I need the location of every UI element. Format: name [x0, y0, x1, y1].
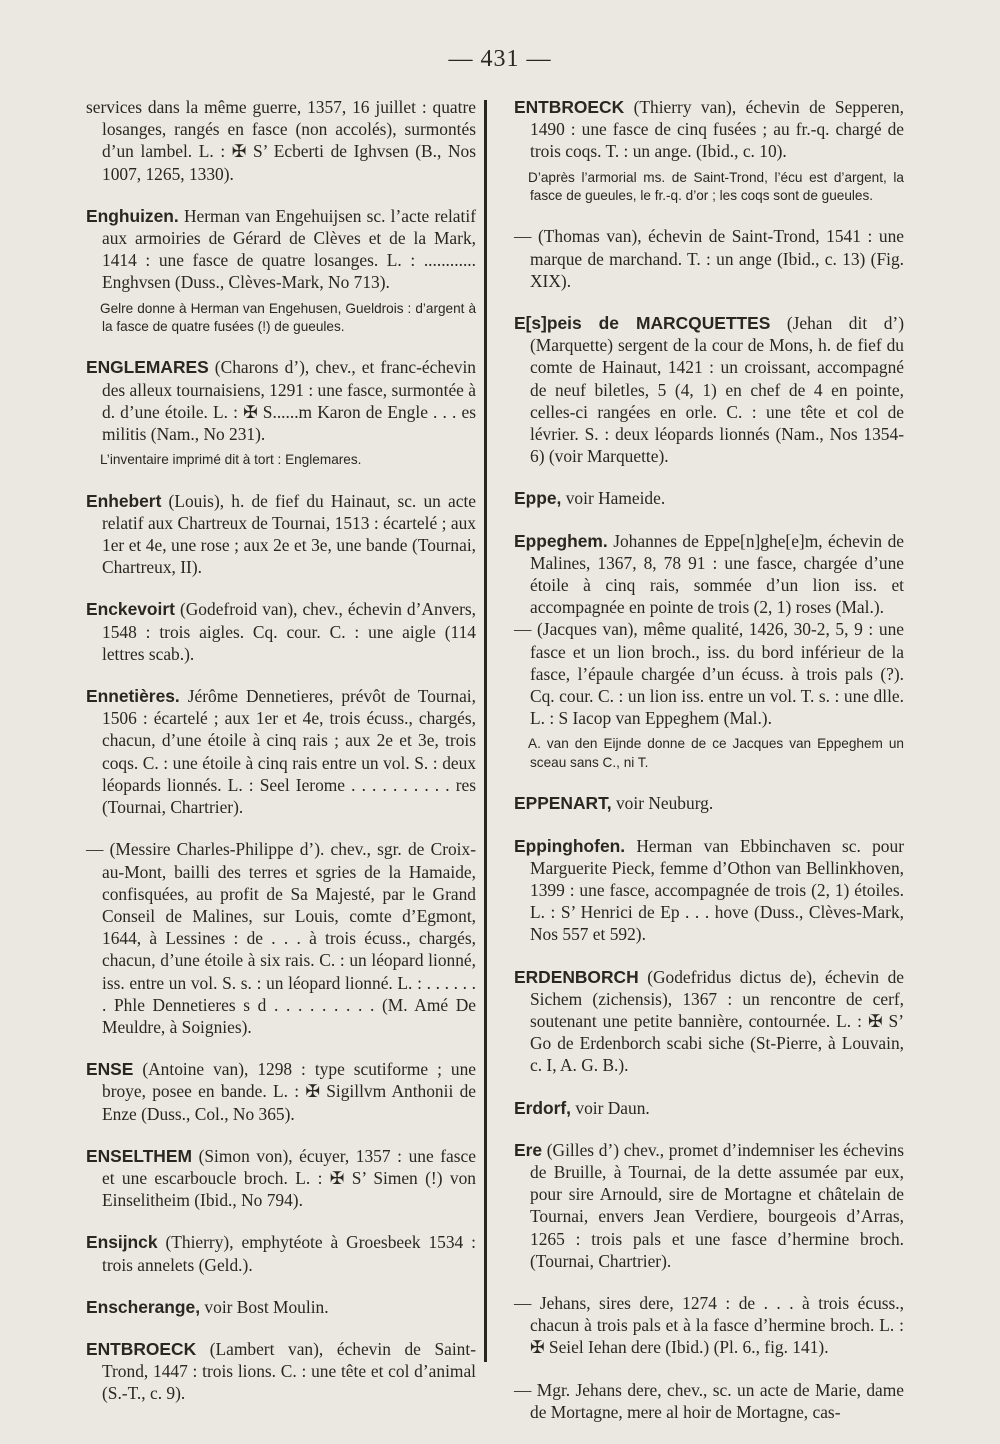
note-eppeghem: A. van den Eijnde donne de ce Jacques van Eppeghem un sceau sans C., ni T.: [528, 736, 904, 770]
entry-erdorf: Erdorf, voir Daun.: [514, 1097, 650, 1118]
entry-enselthem: ENSELTHEM (Simon von), écuyer, 1357 : une fasce et une escarboucle broch. L. : ✠ S’ Simen (!) von Einselitheim (Ibid., No 794).: [86, 1145, 476, 1211]
entry-eppe: Eppe, voir Hameide.: [514, 488, 666, 509]
note-englemares: L’inventaire imprimé dit à tort : Englemares.: [100, 452, 362, 468]
entry-eppenart: EPPENART, voir Neuburg.: [514, 793, 714, 814]
note-entbroeck: D’après l’armorial ms. de Saint-Trond, l’écu est d’argent, la fasce de gueules, le fr.-q. d’or ; les coqs sont de gueules.: [528, 169, 904, 204]
entry-ere-jehans: — Jehans, sires dere, 1274 : de . . . à trois écuss., chacun à trois pals et à la fasce d’hermine broch. L. : ✠ Seiel Iehan dere (Ibid.) (Pl. 6., fig. 141).: [514, 1292, 904, 1358]
column-divider: [484, 100, 487, 1362]
entry-ense: ENSE (Antoine van), 1298 : type scutiforme ; une broye, posee en bande. L. : ✠ Sigillvm Anthonii de Enze (Duss., Col., No 365).: [86, 1059, 476, 1124]
entry-eppeghem-jacques: — (Jacques van), même qualité, 1426, 30-2, 5, 9 : une fasce et un lion broch., iss. du bord inférieur de la fasce, l’épaule chargée d’un écuss. à trois pals (?). Cq. cour. C. : un lion iss. entre un vol. T. s. : une dlle. L. : S Iacop van Eppeghem (Mal.).: [514, 619, 904, 729]
entry-enscherange: Enscherange, voir Bost Moulin.: [86, 1296, 329, 1317]
entry-ensijnck: Ensijnck (Thierry), emphytéote à Groesbeek 1534 : trois annelets (Geld.).: [86, 1232, 476, 1275]
entry-continued: services dans la même guerre, 1357, 16 juillet : quatre losanges, rangés en fasce (non accolés), surmontés d’un lambel. L. : ✠ S’ Ecberti de Ighvsen (B., Nos 1007, 1265, 1330).: [86, 97, 476, 184]
entry-ennetieres-charles: — (Messire Charles-Philippe d’). chev., sgr. de Croix-au-Mont, bailli des terres et sgries de la Hamaide, confisquées, au profit de Sa Majesté, par le Grand Conseil de Malines, sur Louis, comte d’Egmont, 1644, à Lessines : de . . . à trois écuss., chargés, chacun, d’une étoile à six rais. C. : un léopard lionné, iss. entre un vol. S. s. : un léopard lionné. L. : . . . . . . . Phle Dennetieres s d . . . . . . . . . (M. Amé De Meuldre, à Soignies).: [86, 839, 476, 1037]
entry-ennetieres: Ennetières. Jérôme Dennetieres, prévôt de Tournai, 1506 : écartelé ; aux 1er et 4e, trois écuss., chargés, chacun, d’une étoile à cinq rais ; aux 2e et 3e, trois coqs. C. : une étoile à cinq rais entre un vol. S. : deux léopards lionnés. L. : Seel Ierome . . . . . . . . . . res (Tournai, Chartrier).: [86, 686, 476, 818]
entry-englemares: ENGLEMARES (Charons d’), chev., et franc-échevin des alleux tournaisiens, 1291 : une fasce, surmontée à d. d’une étoile. L. : ✠ S......m Karon de Engle . . . es militis (Nam., No 231).: [86, 357, 476, 445]
entry-entbroeck-lambert: ENTBROECK (Lambert van), échevin de Saint-Trond, 1447 : trois lions. C. : une tête et col d’animal (S.-T., c. 9).: [86, 1338, 476, 1404]
entry-erdenborch: ERDENBORCH (Godefridus dictus de), échevin de Sichem (zichensis), 1367 : un rencontre de cerf, soutenant une petite bannière, contournée. L. : ✠ S’ Go de Erdenborch scabi siche (St-Pierre, à Louvain, c. I, A. G. B.).: [514, 966, 904, 1076]
right-column: [502, 96, 904, 1423]
entry-ere-mgr: — Mgr. Jehans dere, chev., sc. un acte de Marie, dame de Mortagne, mere al hoir de Mortagne, cas-: [514, 1379, 904, 1422]
note-enghuizen: Gelre donne à Herman van Engehusen, Gueldrois : d’argent à la fasce de quatre fusées (!) de gueules.: [100, 300, 476, 335]
entry-eppeghem: Eppeghem. Johannes de Eppe[n]ghe[e]m, échevin de Malines, 1367, 8, 78 91 : une fasce, chargée d’une étoile à cinq rais, sommée d’un lion iss. et accompagnée en pointe de trois (2, 1) roses (Mal.).: [514, 530, 904, 618]
entry-marcquettes: E[s]peis de MARCQUETTES (Jehan dit d’) (Marquette) sergent de la cour de Mons, h. de fief du comte de Hainaut, 1421 : un croissant, accompagné de neuf biletles, 5 (4, 1) en chef de 4 en pointe, celles-ci rangées en orle. C. : une tête et col de lévrier. S. : deux léopards lionnés (Nam., Nos 1354-6) (voir Marquette).: [514, 313, 904, 467]
entry-enghuizen: Enghuizen. Herman van Engehuijsen sc. l’acte relatif aux armoiries de Gérard de Clèves et de la Mark, 1414 : une fasce de quatre losanges. L. : ............ Enghvsen (Duss., Clèves-Mark, No 713).: [86, 205, 476, 293]
entry-eppinghofen: Eppinghofen. Herman van Ebbinchaven sc. pour Marguerite Pieck, femme d’Othon van Bellinkhoven, 1399 : une fasce, accompagnée de trois (2, 1) étoiles. L. : S’ Henrici de Ep . . . hove (Duss., Clèves-Mark, Nos 557 et 592).: [514, 835, 904, 945]
entry-enhebert: Enhebert (Louis), h. de fief du Hainaut, sc. un acte relatif aux Chartreux de Tournai, 1513 : écartelé ; aux 1er et 4e, une rose ; aux 2e et 3e, une bande (Tournai, Chartreux, II).: [86, 490, 476, 578]
left-column: [74, 96, 476, 1405]
entry-entbroeck-thomas: — (Thomas van), échevin de Saint-Trond, 1541 : une marque de marchand. T. : un ange (Ibid., c. 13) (Fig. XIX).: [514, 226, 904, 291]
entry-ere-gilles: Ere (Gilles d’) chev., promet d’indemniser les échevins de Bruille, à Tournai, de la dette assumée par eux, pour sire Arnould, sire de Mortagne et châtelain de Tournai, envers Jean Verdiere, bourgeois d’Arras, 1265 : trois pals et une fasce d’hermine broch. (Tournai, Chartrier).: [514, 1139, 904, 1271]
page-number: — 431 —: [448, 46, 552, 72]
entry-entbroeck-thierry: ENTBROECK (Thierry van), échevin de Sepperen, 1490 : une fasce de cinq fusées ; au fr.-q. chargé de trois coqs. T. : un ange. (Ibid., c. 10).: [514, 97, 904, 162]
entry-enckevoirt: Enckevoirt (Godefroid van), chev., échevin d’Anvers, 1548 : trois aigles. Cq. cour. C. : une aigle (114 lettres scab.).: [86, 599, 476, 664]
